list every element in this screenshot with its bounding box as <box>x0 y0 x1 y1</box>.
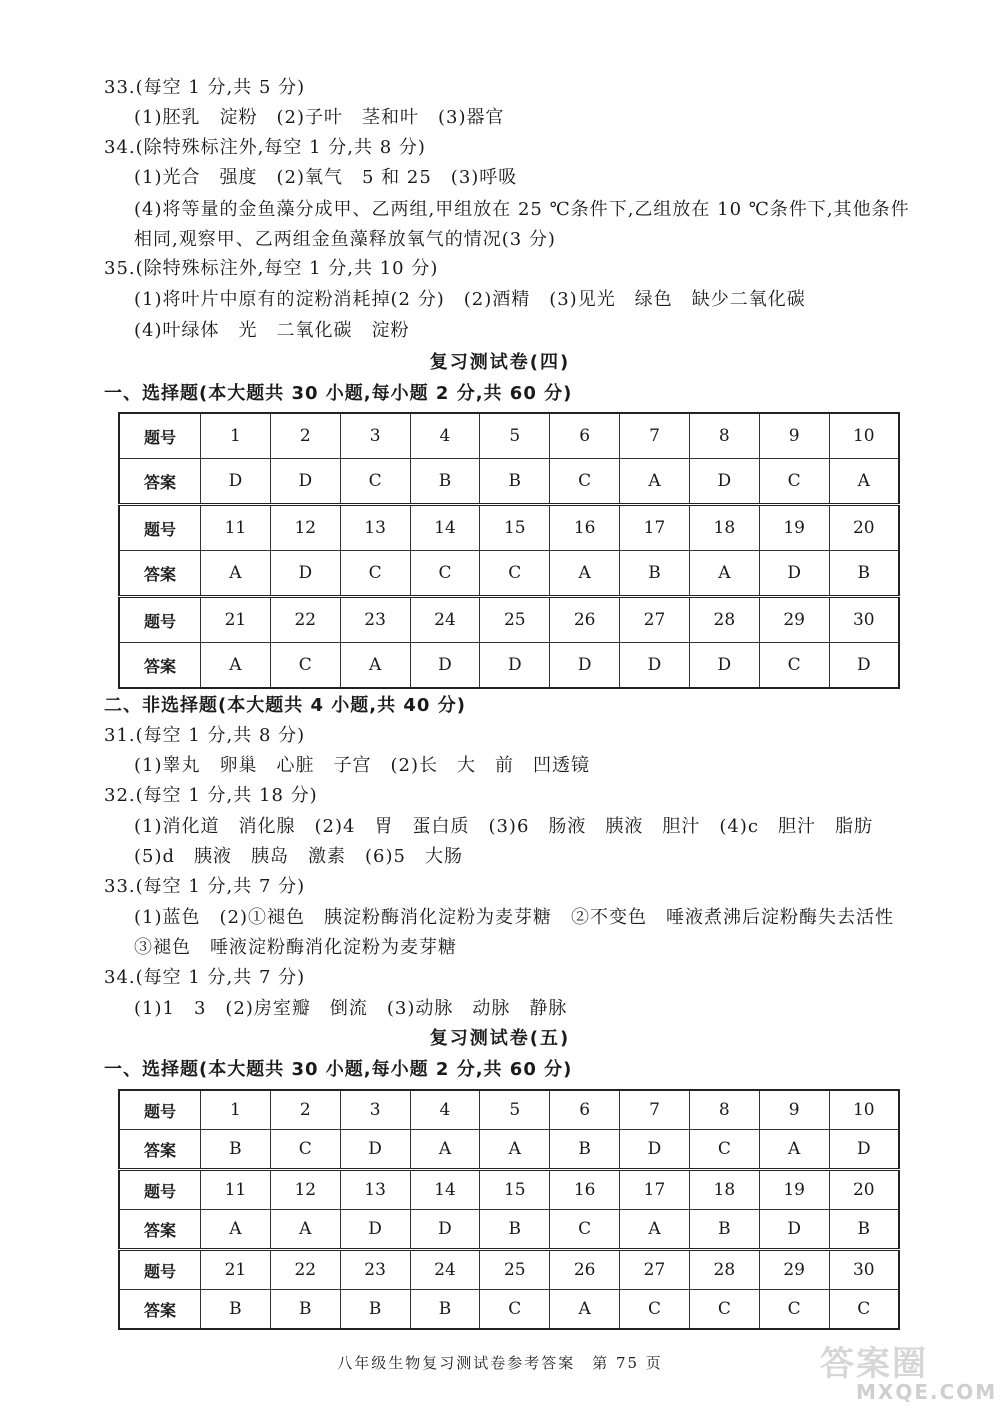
question-number-row-label: 题号 <box>119 505 201 551</box>
answer-row <box>119 459 899 505</box>
answer-row <box>119 1290 899 1330</box>
p4-q33-answer: (1)蓝色 (2)①褪色 胰淀粉酶消化淀粉为麦芽糖 ②不变色 唾液煮沸后淀粉酶失去活性 ③褪色 唾液淀粉酶消化淀粉为麦芽糖 <box>134 907 913 958</box>
question-number-cell: 4 <box>410 1090 480 1130</box>
answer-cell: A <box>480 1130 550 1170</box>
answer-cell: A <box>620 1210 690 1250</box>
answer-cell: A <box>620 459 690 505</box>
answer-cell: A <box>201 643 271 689</box>
question-number-cell: 5 <box>480 1090 550 1130</box>
q33-heading: 33.(每空 1 分,共 5 分) <box>104 77 306 98</box>
answer-cell: D <box>270 459 340 505</box>
question-number-cell: 30 <box>829 597 899 643</box>
question-number-cell: 16 <box>550 1170 620 1210</box>
question-number-cell: 12 <box>270 505 340 551</box>
p4-q32-heading: 32.(每空 1 分,共 18 分) <box>104 785 318 806</box>
answer-cell: B <box>410 459 480 505</box>
answer-cell: C <box>340 551 410 597</box>
answer-cell: C <box>550 459 620 505</box>
question-number-row-label: 题号 <box>119 1090 201 1130</box>
answer-cell: C <box>620 1290 690 1330</box>
answer-cell: D <box>270 551 340 597</box>
question-number-cell: 9 <box>759 413 829 459</box>
page-footer: 八年级生物复习测试卷参考答案 第 75 页 <box>337 1354 663 1372</box>
question-number-cell: 1 <box>201 1090 271 1130</box>
answer-cell: C <box>829 1290 899 1330</box>
answer-cell: A <box>689 551 759 597</box>
answer-row <box>119 1210 899 1250</box>
question-number-cell: 1 <box>201 413 271 459</box>
answer-cell: D <box>410 1210 480 1250</box>
question-number-cell: 19 <box>759 1170 829 1210</box>
answer-cell: A <box>759 1130 829 1170</box>
answer-row <box>119 1130 899 1170</box>
paper5-part1-title: 一、选择题(本大题共 30 小题,每小题 2 分,共 60 分) <box>104 1059 573 1080</box>
answer-cell: D <box>201 459 271 505</box>
question-number-cell: 8 <box>689 413 759 459</box>
question-number-cell: 10 <box>829 1090 899 1130</box>
question-number-cell: 25 <box>480 1250 550 1290</box>
answer-cell: D <box>620 1130 690 1170</box>
answer-cell: D <box>759 1210 829 1250</box>
question-number-cell: 20 <box>829 505 899 551</box>
question-number-cell: 5 <box>480 413 550 459</box>
paper5-answer-table <box>118 1089 900 1330</box>
question-number-cell: 16 <box>550 505 620 551</box>
question-number-cell: 18 <box>689 505 759 551</box>
q34-answer-1: (1)光合 强度 (2)氧气 5 和 25 (3)呼吸 <box>134 167 518 188</box>
p4-q34-heading: 34.(每空 1 分,共 7 分) <box>104 967 306 988</box>
question-number-row-label: 题号 <box>119 597 201 643</box>
question-number-cell: 29 <box>759 597 829 643</box>
question-number-row <box>119 505 899 551</box>
answer-cell: A <box>201 1210 271 1250</box>
question-number-cell: 28 <box>689 597 759 643</box>
question-number-cell: 13 <box>340 505 410 551</box>
question-number-row <box>119 1250 899 1290</box>
answer-cell: B <box>620 551 690 597</box>
question-number-cell: 15 <box>480 1170 550 1210</box>
question-number-cell: 6 <box>550 413 620 459</box>
q33-answer: (1)胚乳 淀粉 (2)子叶 茎和叶 (3)器官 <box>134 107 505 128</box>
question-number-row <box>119 1090 899 1130</box>
watermark-logo: 答案圈 <box>820 1344 928 1384</box>
q35-heading: 35.(除特殊标注外,每空 1 分,共 10 分) <box>104 258 439 279</box>
question-number-cell: 30 <box>829 1250 899 1290</box>
answer-cell: C <box>759 1290 829 1330</box>
paper4-part2-title: 二、非选择题(本大题共 4 小题,共 40 分) <box>104 695 466 716</box>
question-number-cell: 29 <box>759 1250 829 1290</box>
paper4-title: 复习测试卷(四) <box>429 352 571 373</box>
question-number-row-label: 题号 <box>119 413 201 459</box>
answer-cell: C <box>759 459 829 505</box>
question-number-row <box>119 1170 899 1210</box>
answer-row-label: 答案 <box>119 1290 201 1330</box>
p4-q31-heading: 31.(每空 1 分,共 8 分) <box>104 725 306 746</box>
answer-cell: A <box>270 1210 340 1250</box>
answer-row-label: 答案 <box>119 459 201 505</box>
question-number-cell: 23 <box>340 597 410 643</box>
answer-cell: C <box>340 459 410 505</box>
answer-cell: A <box>550 1290 620 1330</box>
answer-cell: B <box>201 1130 271 1170</box>
q35-answer-2: (4)叶绿体 光 二氧化碳 淀粉 <box>134 320 410 341</box>
question-number-cell: 3 <box>340 413 410 459</box>
answer-cell: B <box>829 1210 899 1250</box>
answer-cell: B <box>201 1290 271 1330</box>
p4-q31-answer: (1)睾丸 卵巢 心脏 子宫 (2)长 大 前 凹透镜 <box>134 755 590 776</box>
answer-cell: D <box>340 1210 410 1250</box>
question-number-cell: 18 <box>689 1170 759 1210</box>
question-number-cell: 17 <box>620 1170 690 1210</box>
question-number-row <box>119 597 899 643</box>
answer-cell: D <box>620 643 690 689</box>
question-number-cell: 7 <box>620 1090 690 1130</box>
p4-q33-heading: 33.(每空 1 分,共 7 分) <box>104 876 306 897</box>
answer-cell: A <box>550 551 620 597</box>
question-number-cell: 7 <box>620 413 690 459</box>
question-number-cell: 13 <box>340 1170 410 1210</box>
answer-cell: A <box>829 459 899 505</box>
answer-cell: D <box>829 1130 899 1170</box>
answer-cell: A <box>201 551 271 597</box>
answer-cell: C <box>480 551 550 597</box>
question-number-cell: 22 <box>270 1250 340 1290</box>
answer-cell: B <box>270 1290 340 1330</box>
p4-q32-answer-1: (1)消化道 消化腺 (2)4 胃 蛋白质 (3)6 肠液 胰液 胆汁 (4)c 胆汁 脂肪 <box>134 816 873 837</box>
answer-cell: D <box>689 643 759 689</box>
site-watermark <box>820 1336 998 1408</box>
answer-cell: B <box>410 1290 480 1330</box>
answer-cell: C <box>550 1210 620 1250</box>
question-number-cell: 24 <box>410 597 480 643</box>
answer-cell: B <box>689 1210 759 1250</box>
answer-cell: B <box>340 1290 410 1330</box>
question-number-cell: 11 <box>201 505 271 551</box>
question-number-cell: 8 <box>689 1090 759 1130</box>
question-number-cell: 21 <box>201 597 271 643</box>
question-number-row-label: 题号 <box>119 1250 201 1290</box>
question-number-row-label: 题号 <box>119 1170 201 1210</box>
question-number-cell: 25 <box>480 597 550 643</box>
question-number-cell: 20 <box>829 1170 899 1210</box>
question-number-cell: 23 <box>340 1250 410 1290</box>
q34-answer-2: (4)将等量的金鱼藻分成甲、乙两组,甲组放在 25 ℃条件下,乙组放在 10 ℃条件下,其他条件相同,观察甲、乙两组金鱼藻释放氧气的情况(3 分) <box>134 199 910 250</box>
answer-cell: D <box>480 643 550 689</box>
paper4-answer-table <box>118 412 900 689</box>
answer-row-label: 答案 <box>119 1210 201 1250</box>
answer-cell: C <box>410 551 480 597</box>
q34-heading: 34.(除特殊标注外,每空 1 分,共 8 分) <box>104 137 426 158</box>
question-number-cell: 6 <box>550 1090 620 1130</box>
p4-q32-answer-2: (5)d 胰液 胰岛 激素 (6)5 大肠 <box>134 846 463 867</box>
answer-cell: D <box>550 643 620 689</box>
answer-cell: C <box>270 1130 340 1170</box>
question-number-cell: 4 <box>410 413 480 459</box>
question-number-cell: 19 <box>759 505 829 551</box>
question-number-cell: 14 <box>410 505 480 551</box>
answer-row-label: 答案 <box>119 1130 201 1170</box>
paper4-part1-title: 一、选择题(本大题共 30 小题,每小题 2 分,共 60 分) <box>104 383 573 404</box>
answer-row-label: 答案 <box>119 643 201 689</box>
question-number-cell: 27 <box>620 1250 690 1290</box>
answer-cell: B <box>829 551 899 597</box>
answer-cell: D <box>759 551 829 597</box>
q35-answer-1: (1)将叶片中原有的淀粉消耗掉(2 分) (2)酒精 (3)见光 绿色 缺少二氧化碳 <box>134 289 806 310</box>
answer-row-label: 答案 <box>119 551 201 597</box>
p4-q34-answer: (1)1 3 (2)房室瓣 倒流 (3)动脉 动脉 静脉 <box>134 998 568 1019</box>
question-number-cell: 12 <box>270 1170 340 1210</box>
answer-row <box>119 643 899 689</box>
question-number-cell: 26 <box>550 597 620 643</box>
question-number-cell: 14 <box>410 1170 480 1210</box>
question-number-cell: 3 <box>340 1090 410 1130</box>
answer-cell: D <box>340 1130 410 1170</box>
answer-cell: D <box>829 643 899 689</box>
answer-cell: C <box>270 643 340 689</box>
question-number-cell: 21 <box>201 1250 271 1290</box>
question-number-cell: 27 <box>620 597 690 643</box>
question-number-cell: 24 <box>410 1250 480 1290</box>
answer-cell: D <box>410 643 480 689</box>
answer-cell: B <box>550 1130 620 1170</box>
answer-cell: B <box>480 459 550 505</box>
answer-cell: C <box>480 1290 550 1330</box>
question-number-cell: 28 <box>689 1250 759 1290</box>
question-number-cell: 22 <box>270 597 340 643</box>
question-number-cell: 9 <box>759 1090 829 1130</box>
question-number-cell: 2 <box>270 413 340 459</box>
question-number-cell: 2 <box>270 1090 340 1130</box>
answer-cell: C <box>689 1130 759 1170</box>
answer-cell: D <box>689 459 759 505</box>
question-number-cell: 26 <box>550 1250 620 1290</box>
answer-row <box>119 551 899 597</box>
answer-cell: B <box>480 1210 550 1250</box>
question-number-cell: 10 <box>829 413 899 459</box>
question-number-cell: 11 <box>201 1170 271 1210</box>
question-number-cell: 15 <box>480 505 550 551</box>
question-number-row <box>119 413 899 459</box>
question-number-cell: 17 <box>620 505 690 551</box>
answer-cell: A <box>340 643 410 689</box>
answer-cell: C <box>689 1290 759 1330</box>
paper5-title: 复习测试卷(五) <box>429 1028 571 1049</box>
answer-cell: A <box>410 1130 480 1170</box>
answer-cell: C <box>759 643 829 689</box>
watermark-url: MXQE.COM <box>856 1380 998 1404</box>
